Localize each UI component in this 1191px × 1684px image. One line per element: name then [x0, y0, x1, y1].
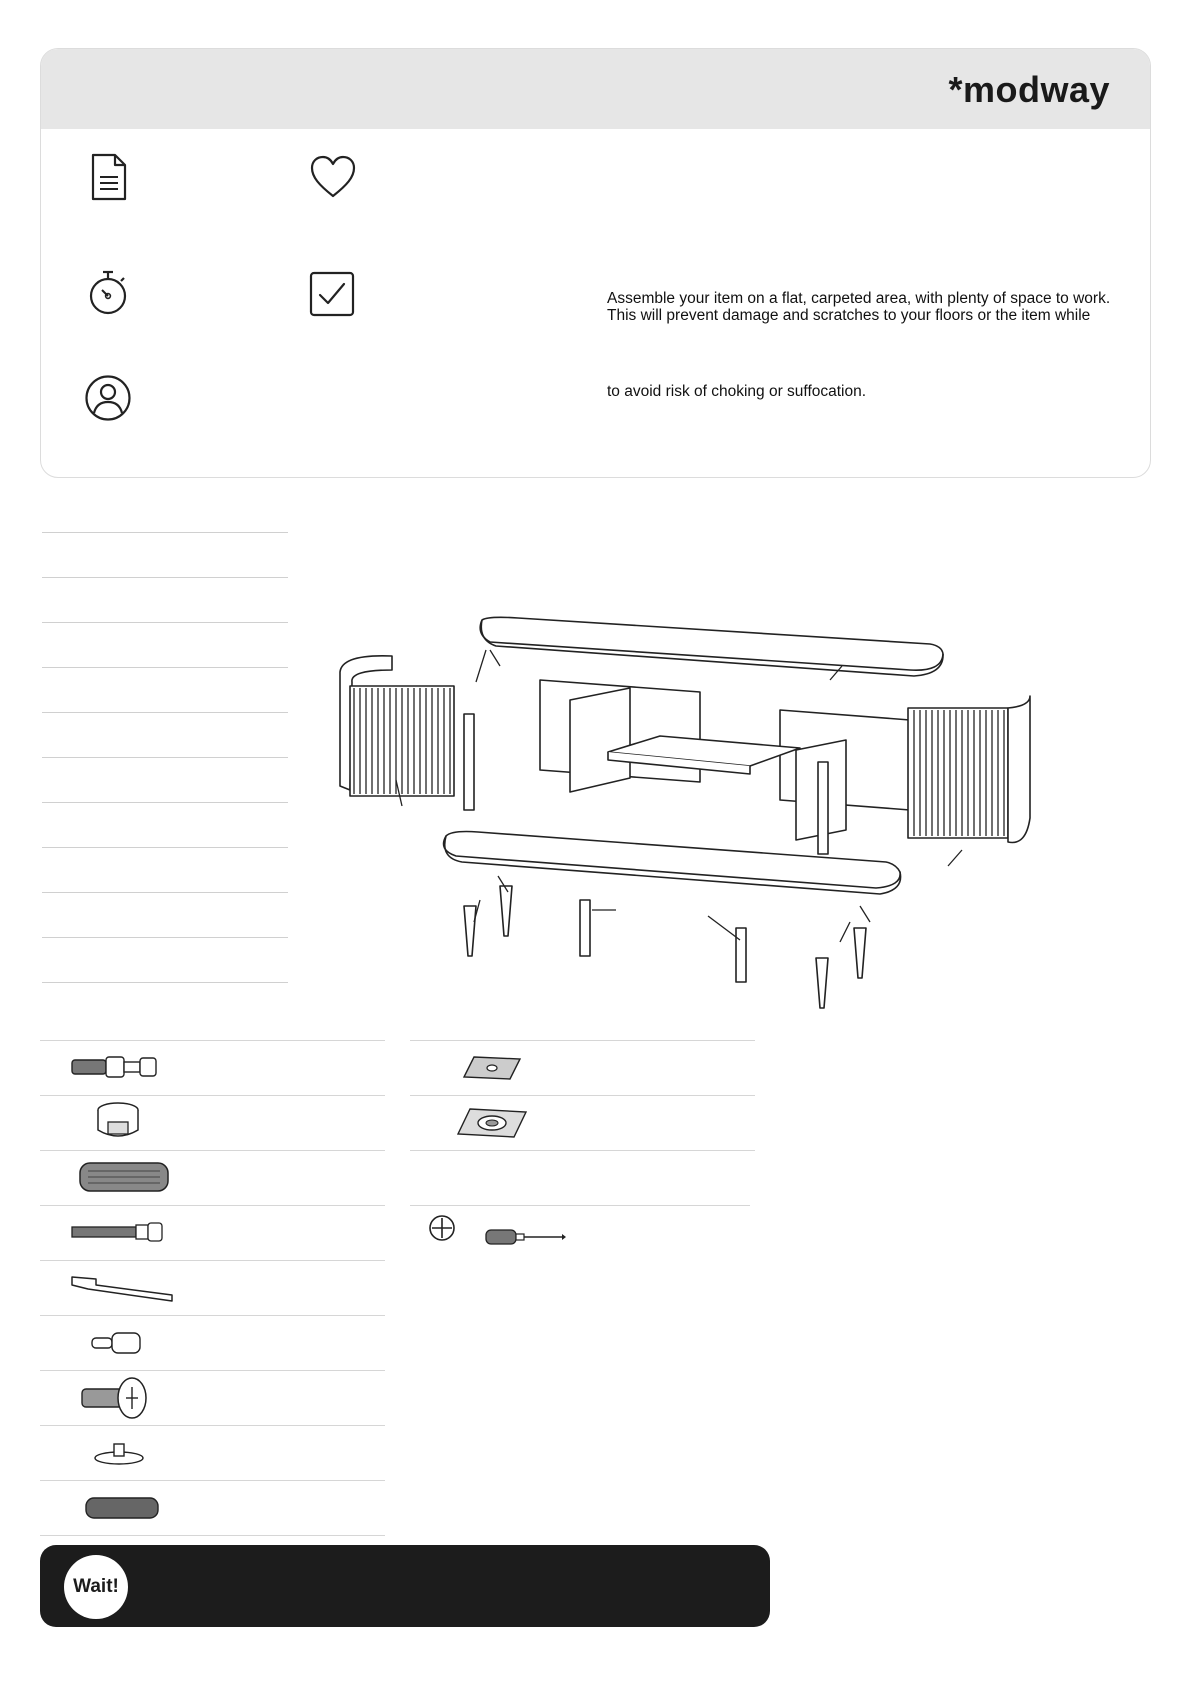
swivel-plate-icon — [454, 1106, 530, 1140]
right-column — [818, 762, 828, 854]
hardware-row — [40, 1095, 385, 1150]
list-rule — [42, 982, 288, 983]
list-rule — [42, 577, 288, 622]
hardware-list-right — [410, 1040, 755, 1210]
hardware-row — [40, 1205, 385, 1260]
middle-post — [580, 900, 590, 956]
hardware-row — [410, 1040, 755, 1095]
mounting-plate-icon — [460, 1053, 524, 1083]
wait-banner — [40, 1545, 770, 1627]
list-rule — [42, 622, 288, 667]
hardware-row — [40, 1370, 385, 1425]
phillips-screwdriver-icon — [428, 1214, 456, 1242]
shelf-pin-icon — [90, 1330, 144, 1356]
allen-key-icon — [68, 1273, 178, 1305]
list-rule — [42, 532, 288, 577]
hardware-row — [40, 1040, 385, 1095]
list-rule — [42, 847, 288, 892]
cam-bolt-icon — [70, 1051, 160, 1083]
wait-badge: Wait! — [64, 1555, 128, 1619]
note-line-2: This will prevent damage and scratches to your floors or the item while — [607, 307, 1091, 324]
brand-logo: *modway — [948, 69, 1110, 110]
list-rule — [42, 757, 288, 802]
hardware-row — [40, 1480, 385, 1535]
hardware-row — [40, 1150, 385, 1205]
hardware-list-left — [40, 1040, 385, 1540]
hardware-row — [40, 1315, 385, 1370]
list-rule — [42, 937, 288, 982]
note-line-3: to avoid risk of choking or suffocation. — [607, 383, 867, 400]
list-rule — [42, 802, 288, 847]
list-rule — [42, 667, 288, 712]
leg-4 — [854, 928, 866, 978]
heart-icon — [309, 155, 357, 199]
leg-3 — [816, 958, 828, 1008]
hardware-row — [410, 1150, 755, 1205]
wood-dowel-icon — [78, 1159, 170, 1195]
cam-lock-icon — [90, 1100, 146, 1146]
left-column — [464, 714, 474, 810]
leg-1 — [464, 906, 476, 956]
info-card — [40, 48, 1151, 478]
note-line-1: Assemble your item on a flat, carpeted area, with plenty of space to work. — [607, 290, 1111, 307]
long-bolt-icon — [70, 1220, 166, 1244]
small-dowel-icon — [84, 1495, 160, 1521]
screwdriver-icon — [484, 1226, 568, 1248]
leveler-glide-icon — [92, 1440, 146, 1466]
middle-post-2 — [736, 928, 746, 982]
document-icon — [89, 153, 129, 201]
leg-2 — [500, 886, 512, 936]
stopwatch-icon — [87, 269, 129, 315]
hardware-row — [40, 1260, 385, 1315]
hardware-row — [410, 1095, 755, 1150]
parts-list-lines — [42, 532, 288, 983]
hardware-row-end — [40, 1535, 385, 1536]
tools-row — [410, 1205, 750, 1260]
list-rule — [42, 712, 288, 757]
list-rule — [42, 892, 288, 937]
person-icon — [84, 374, 132, 422]
hardware-row — [40, 1425, 385, 1480]
phillips-screw-icon — [80, 1375, 150, 1421]
checkbox-icon — [309, 271, 355, 317]
right-fluted-front — [908, 708, 1008, 838]
left-divider-panel — [570, 688, 630, 792]
card-header — [41, 49, 1150, 129]
bottom-base — [444, 832, 901, 889]
exploded-assembly-diagram — [330, 610, 1090, 1030]
